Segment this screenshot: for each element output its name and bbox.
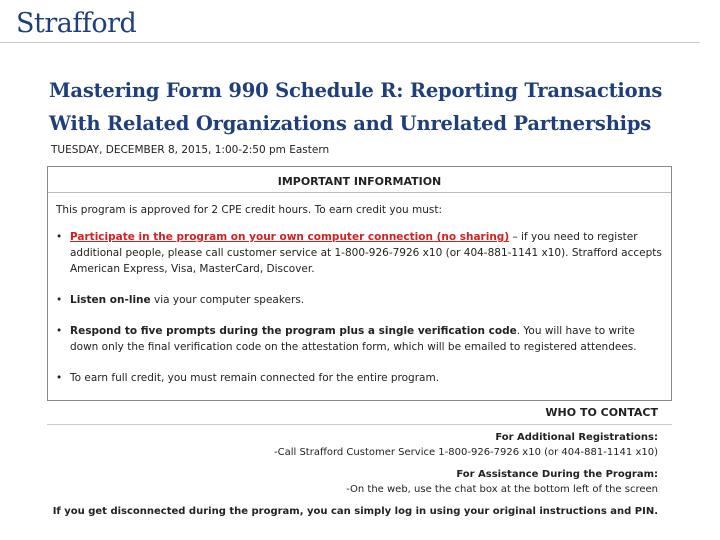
assistance-label: For Assistance During the Program: (456, 469, 658, 480)
cpe-intro: This program is approved for 2 CPE credit hours. To earn credit you must: (56, 204, 443, 216)
bullet-marker: • (56, 294, 63, 306)
assistance-text: -On the web, use the chat box at the bottom left of the screen (346, 484, 658, 495)
box-divider (48, 192, 671, 193)
listen-online-label: Listen on-line (70, 294, 151, 306)
bullet-marker: • (56, 231, 63, 243)
listen-online-text: via your computer speakers. (150, 294, 305, 306)
who-to-contact-heading: WHO TO CONTACT (545, 406, 658, 419)
registrations-text: -Call Strafford Customer Service 1-800-926-7926 x10 (or 404-881-1141 x10) (273, 447, 658, 458)
page-title: Mastering Form 990 Schedule R: Reporting Transactions With Related Organizations and Unrelated Partnerships (49, 79, 663, 135)
registration-text: – if you need to register additional people, please call customer service at 1-800-926-7926 x10 (or 404-881-1141 x10). Strafford accepts American Express, Visa, MasterCard, Discover. (70, 231, 662, 275)
full-credit-text: To earn full credit, you must remain connected for the entire program. (70, 372, 440, 384)
important-heading: IMPORTANT INFORMATION (277, 175, 442, 188)
bullet-marker: • (56, 325, 63, 337)
own-connection-link[interactable]: Participate in the program on your own computer connection (no sharing) (70, 231, 510, 243)
registrations-label: For Additional Registrations: (495, 432, 658, 443)
prompts-text: . You will have to write down only the final verification code on the attestation form, which will be emailed to registered attendees. (70, 325, 637, 353)
strafford-logo: Strafford (16, 8, 137, 39)
event-date: TUESDAY, DECEMBER 8, 2015, 1:00-2:50 pm Eastern (51, 144, 330, 156)
list-item (56, 323, 664, 355)
contact-divider (47, 424, 672, 425)
prompts-label: Respond to five prompts during the program plus a single verification code (70, 325, 517, 337)
important-information-box (47, 166, 672, 401)
list-item (56, 229, 664, 277)
disconnect-note: If you get disconnected during the program, you can simply log in using your original instructions and PIN. (52, 506, 658, 517)
bullet-marker: • (56, 372, 63, 384)
requirements-list (56, 229, 664, 401)
list-item (56, 292, 664, 308)
header-divider (0, 42, 700, 43)
list-item (56, 370, 664, 386)
